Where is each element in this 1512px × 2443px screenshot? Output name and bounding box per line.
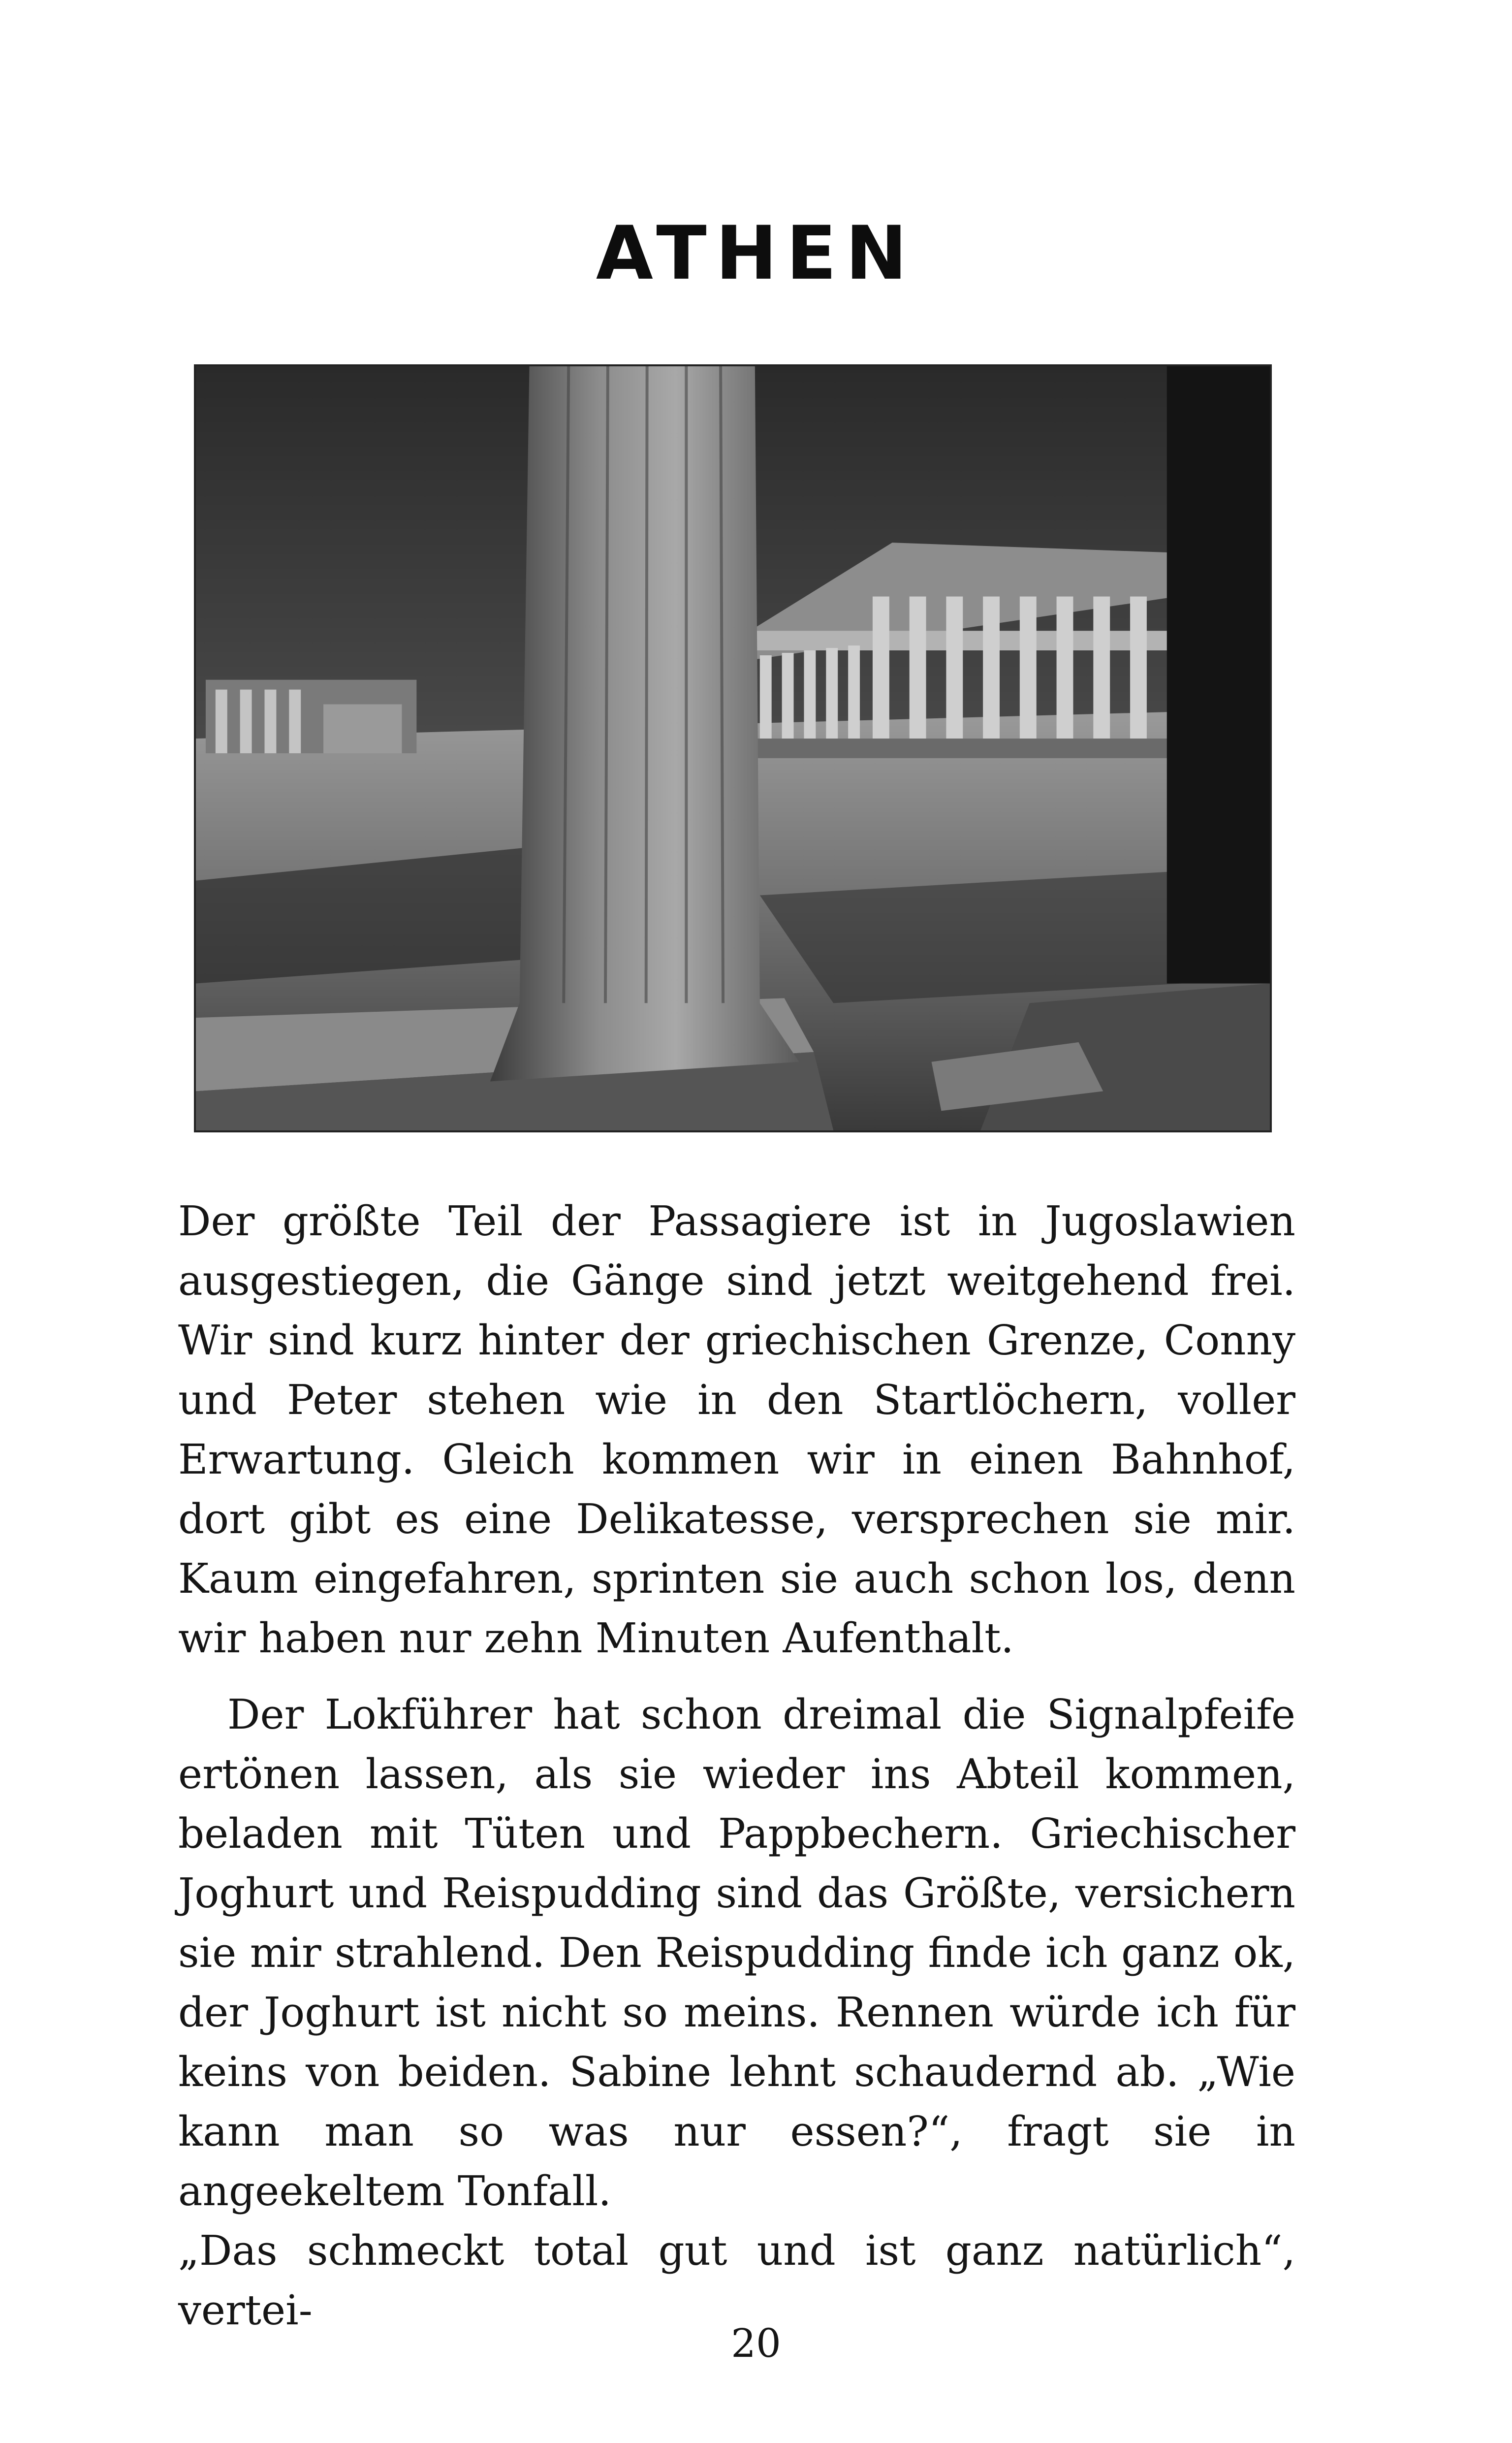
paragraph: Der größte Teil der Passagiere ist in Jugoslawien ausgestiegen, die Gänge sind jetzt weitgehend frei. Wir sind kurz hinter der griechischen Grenze, Conny und Peter stehen wie in den Startlöchern, voller Erwartung. Gleich kommen wir in einen Bahnhof, dort gibt es eine Delikatesse, versprechen sie mir. Kaum eingefahren, sprinten sie auch schon los, denn wir haben nur zehn Minuten Aufenthalt. — [178, 1197, 1295, 1662]
body-text — [178, 1191, 1295, 2340]
acropolis-photo-drawing — [196, 366, 1270, 1130]
paragraph: „Das schmeckt total gut und ist ganz natürlich“, vertei- — [178, 2227, 1295, 2334]
chapter-title: ATHEN — [596, 211, 916, 296]
acropolis-photo — [194, 364, 1272, 1132]
page-number: 20 — [731, 2320, 781, 2366]
paragraph: Der Lokführer hat schon dreimal die Signalpfeife ertönen lassen, als sie wieder ins Abteil kommen, beladen mit Tüten und Pappbechern. Griechischer Joghurt und Reispudding sind das Größte, versichern sie mir strahlend. Den Reispudding finde ich ganz ok, der Joghurt ist nicht so meins. Rennen würde ich für keins von beiden. Sabine lehnt schaudernd ab. „Wie kann man so was nur essen?“, fragt sie in angeekeltem Tonfall. — [178, 1691, 1295, 2215]
